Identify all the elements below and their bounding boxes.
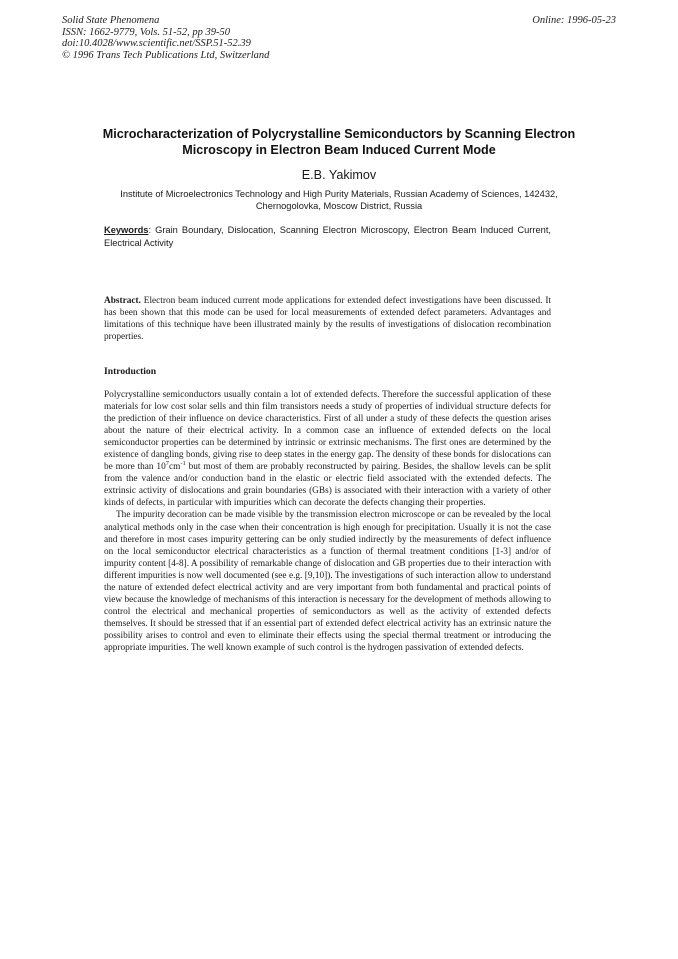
copyright-line: © 1996 Trans Tech Publications Ltd, Switzerland: [62, 49, 270, 61]
journal-name: Solid State Phenomena: [62, 15, 160, 26]
keywords-text: Grain Boundary, Dislocation, Scanning Electron Microscopy, Electron Beam Induced Current, Electrical Activity: [104, 225, 552, 248]
author-name: E.B. Yakimov: [301, 168, 377, 182]
paragraph-text: but most of them are probably reconstructed by pairing. Besides, the shallow levels can be split from the valence and/or conduction band in the elastic or electric field associated with the extended defects. The extrinsic activity of dislocations and grain boundaries (GBs) is associated with their interaction with a variety of other kinds of defects, in particular with impurities which can decorate the defects changing their properties.: [104, 462, 551, 509]
superscript: -1: [180, 460, 186, 468]
journal-header: [62, 15, 269, 61]
superscript: 7: [165, 460, 169, 468]
abstract-label: Abstract.: [104, 296, 141, 306]
author-affiliation: Institute of Microelectronics Technology and High Purity Materials, Russian Academy of Sciences, 142432, Chernogolovka, Moscow District, Russia: [120, 189, 558, 211]
abstract-text: Electron beam induced current mode applications for extended defect investigations have been discussed. It has been shown that this mode can be used for local measurements of extended defect parameters. Advantages and limitations of this technique have been illustrated mainly by the results of investigations of dislocation recombination properties.: [104, 296, 552, 343]
abstract-block: [104, 295, 551, 343]
online-date: Online: 1996-05-23: [532, 15, 616, 26]
keywords-block: [104, 224, 551, 249]
unit-text: cm: [168, 462, 181, 473]
paragraph-text: Polycrystalline semiconductors usually contain a lot of extended defects. Therefore the successful application of these materials for low cost solar sells and thin film transistors needs a study of properties of individual structure defects for the prediction of their influence on device characteristics. First of all under a study of these defects the question arises about the nature of their electrical activity. In a common case an influence of extended defects on the local semiconductor properties can be determined by intrinsic or extrinsic mechanisms. The first ones are determined by the existence of dangling bonds, giving rise to deep states in the energy gap. The density of these bonds for dislocations can be more than 10: [104, 390, 551, 473]
issn-line: ISSN: 1662-9779, Vols. 51-52, pp 39-50: [62, 26, 230, 38]
paper-title: Microcharacterization of Polycrystalline Semiconductors by Scanning Electron Microscopy in Electron Beam Induced Current Mode: [102, 127, 576, 157]
paragraph: The impurity decoration can be made visible by the transmission electron microscope or can be revealed by the local analytical methods only in the case when their concentration is high enough for precipitation. Usually it is not the case and therefore in most cases impurity gettering can be only studied indirectly by the measurements of defect influence on the local semiconductor electrical characteristics as a function of thermal treatment conditions [1-3] and/or of impurity content [4-8]. A possibility of remarkable change of dislocation and GB properties due to their interaction with different impurities is now well documented (see e.g. [9,10]). The investigations of such interaction allow to understand the nature of extended defect electrical activity and are very important from both fundamental and practical points of view because the knowledge of mechanisms of this interaction is necessary for the development of methods allowing to control the electrical and mechanical properties of semiconductors as well as the activity of extended defects themselves. It should be stressed that if an essential part of extended defect electrical activity has an extrinsic nature the possibility arises to control and even to eliminate their effects using the special thermal treatment or introducing the appropriate impurities. The well known example of such control is the hydrogen passivation of extended defects.: [104, 510, 551, 653]
keywords-colon: :: [148, 225, 156, 235]
paragraph: [104, 389, 551, 509]
doi-line: doi:10.4028/www.scientific.net/SSP.51-52.39: [62, 38, 251, 49]
introduction-body: [104, 389, 551, 654]
keywords-label: Keywords: [104, 225, 149, 235]
section-heading-introduction: Introduction: [104, 366, 157, 377]
